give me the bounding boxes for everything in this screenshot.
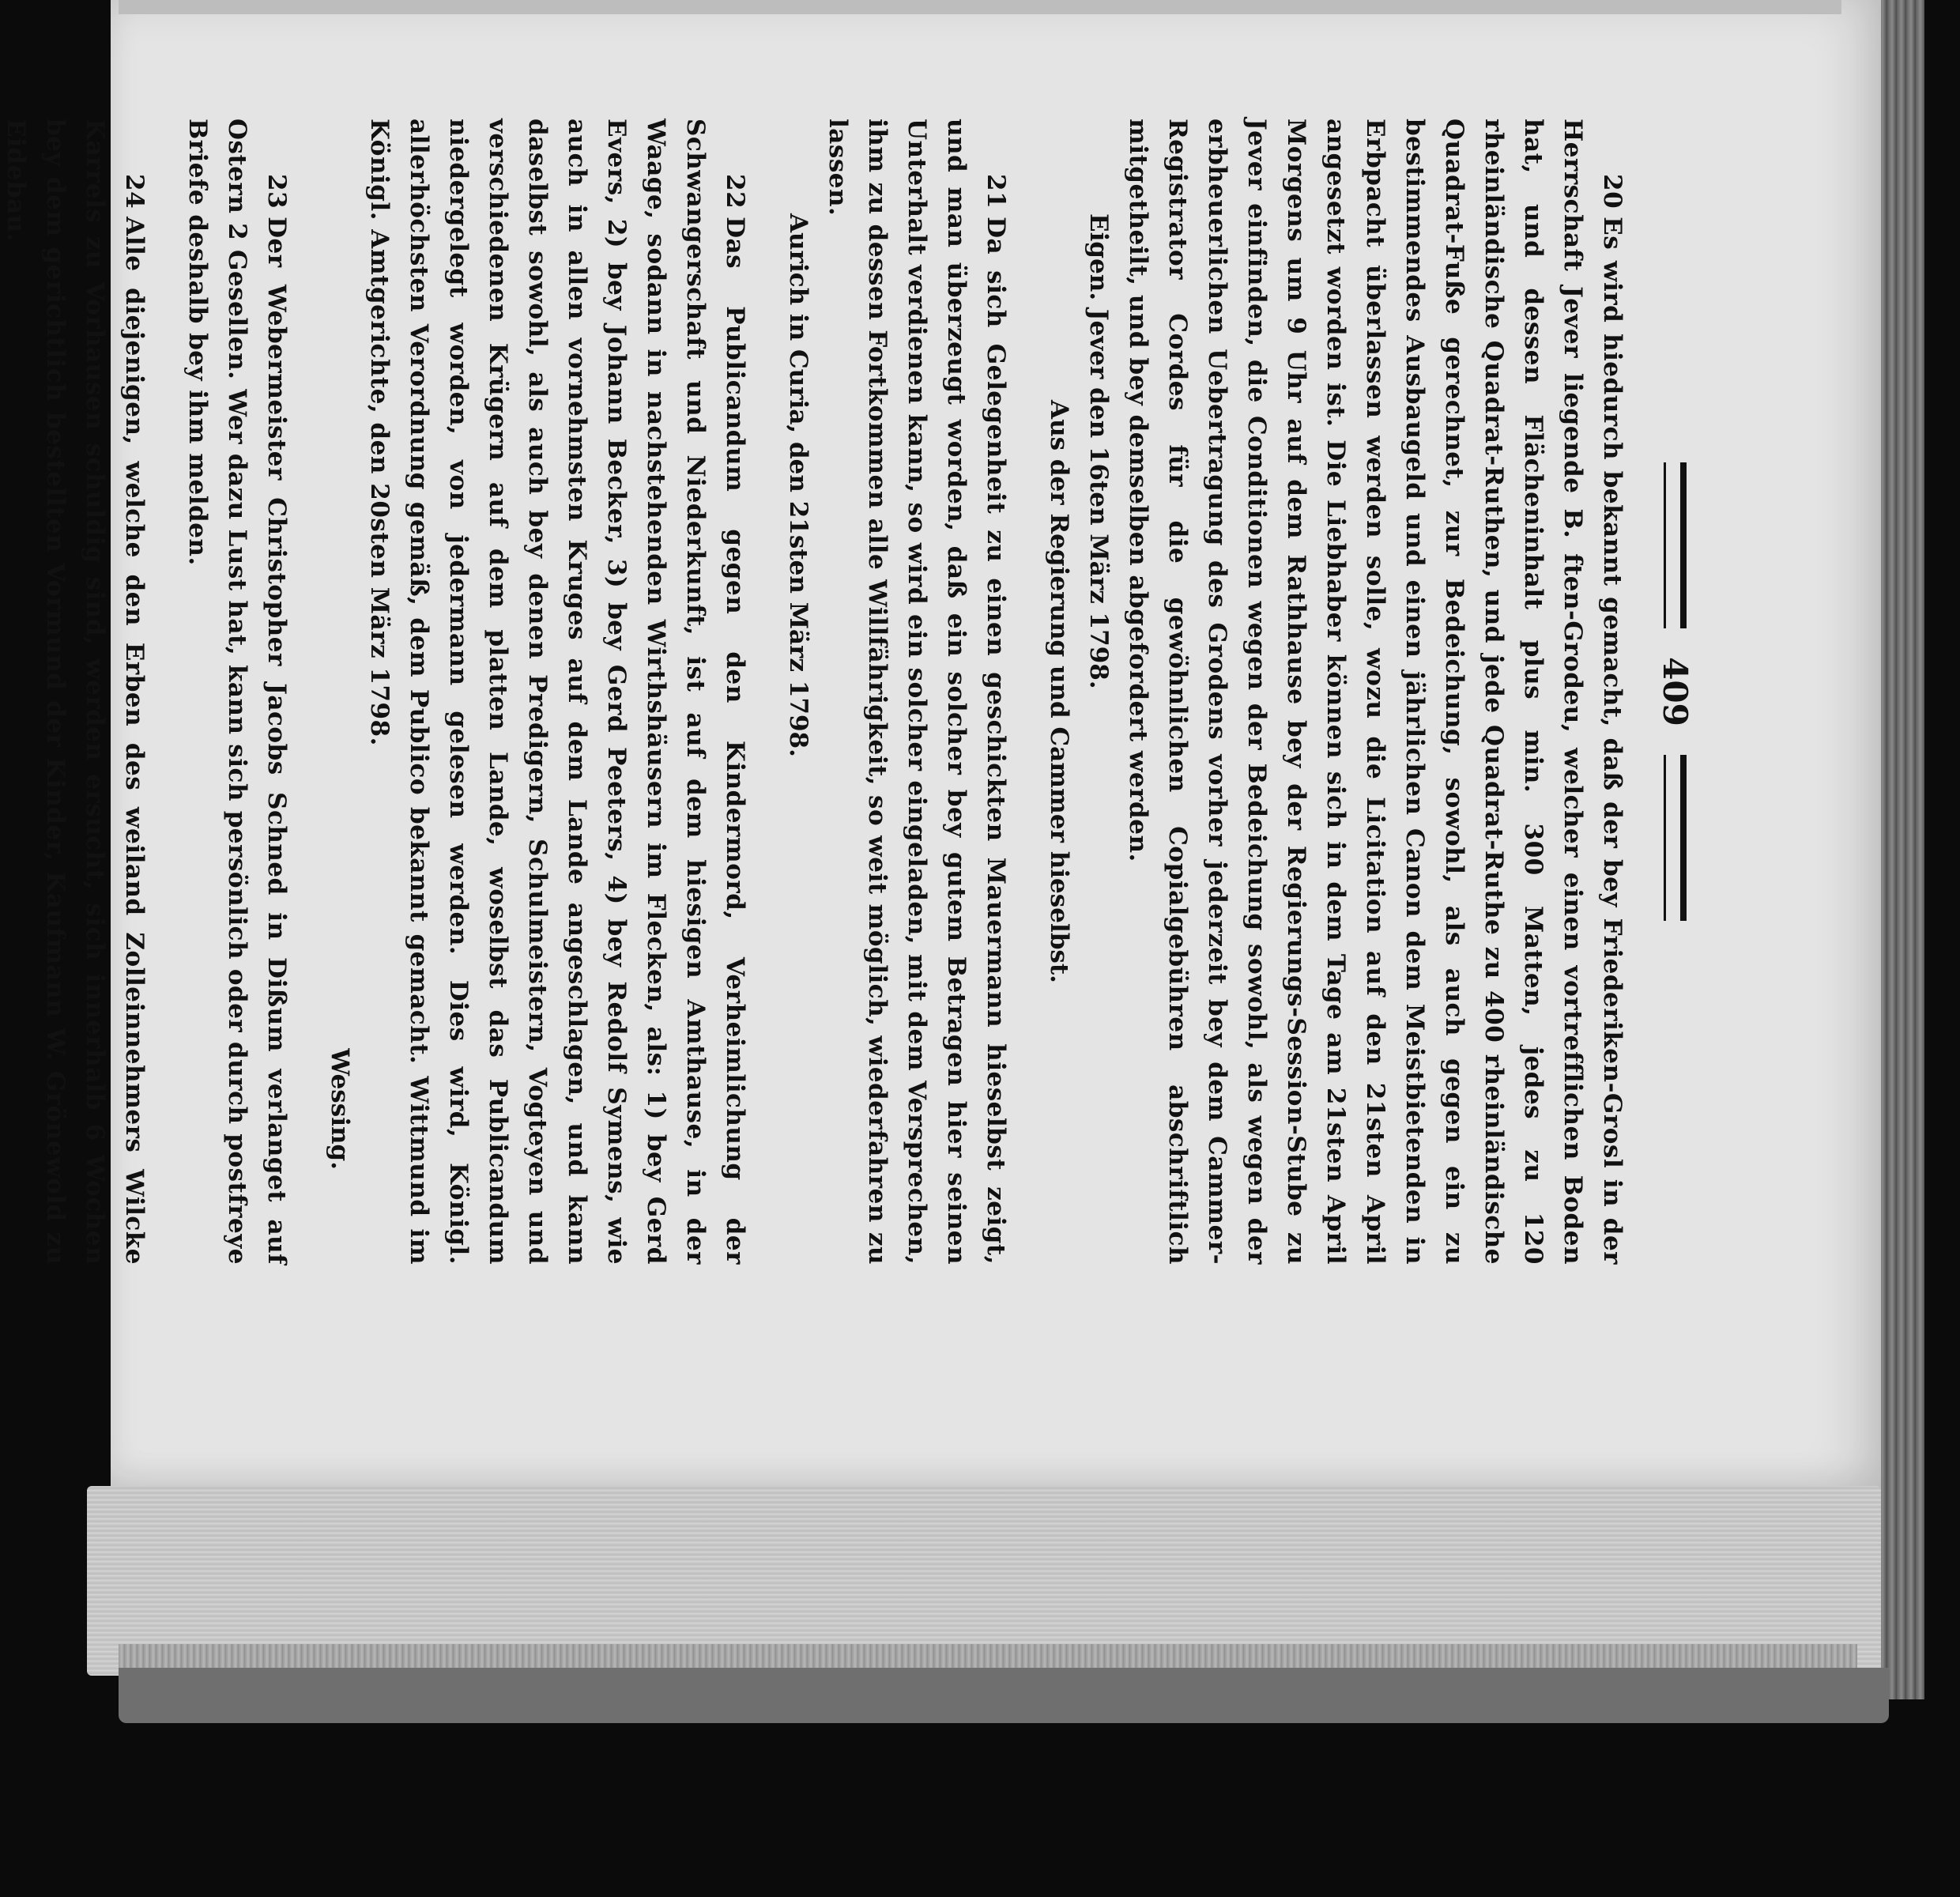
entry-21 [778,119,1016,1265]
page-top-edge [119,0,1841,14]
book-cover [119,1668,1889,1723]
entry-text: Alle diejenigen, welche den Erben des weiland Zolleinnehmers Wilcke Karrels zu Vorhausen schuldig sind, werden ersucht, sich innerhalb 6 Wochen bey dem gerichtlich bestellten Vormund der Kinder, Kaufmann W. Grönewold zu Eidebau. [2,119,149,1265]
entry-text: Das Publicandum gegen den Kindermord, Verheimlichung der Schwangerschaft und Niederkunft, ist auf dem hiesigen Amthause, in der Waage, sodann in nachstehenden Wirthshäusern im Flecken, als: 1) bey Gerd Evers, 2) bey Johann Becker, 3) bey Gerd Peeters, 4) bey Redolf Symens, wie auch in allen vornehmsten Kruges auf dem Lande angeschlagen, und kann daselbst sowohl, als auch bey denen Predigern, Schulmeistern, Vogteyen und verschiedenen Krügern auf dem platten Lande, woselbst das Publicandum niedergelegt worden, von jedermann gelesen werden. Dies wird, Königl. allerhöchsten Verordnung gemäß, dem Publico bekannt gemacht. Wittmund im Königl. Amtgerichte, den 20sten März 1798. [365,119,749,1265]
entry-signature: Aus der Regierung und Cammer hieselbst. [1045,400,1073,983]
page-number: 409 [1656,657,1695,726]
entry-22 [320,119,755,1265]
entry-date: Aurich in Curia, den 21sten März 1798. [784,213,812,757]
header-rule-right [1664,755,1687,921]
entry-number: 24 [120,174,149,209]
entry-number: 23 [262,174,291,209]
header-rule-left [1664,462,1687,628]
entry-text: Da sich Gelegenheit zu einen geschickten Mauermann hieselbst zeigt, und man überzeugt worden, daß ein solcher bey gutem Betragen hier seinen Unterhalt verdienen kann, so wird ein solcher eingeladen, mit dem Versprechen, ihm zu dessen Fortkommen alle Willfährigkeit, so weit möglich, wiederfahren zu lassen. [824,119,1010,1265]
entry-number: 20 [1598,174,1626,209]
page-header [1632,119,1719,1265]
entry-number: 21 [982,174,1010,209]
entry-text: Der Webermeister Christopher Jacobs Schned in Dißum verlanget auf Ostern 2 Gesellen. Wer dazu Lust hat, kann sich persönlich oder durch postfreye Briefe deshalb bey ihm melden. [183,119,291,1265]
entry-text: Es wird hiedurch bekannt gemacht, daß der bey Friederiken-Grosl in der Herrschaft Jever liegende B. ften-Grodeu, welcher einen vortrefflichen Boden hat, und dessen Flächeninhalt plus min. 300 Matten, jedes zu 120 rheinländische Quadrat-Ruthen, und jede Quadrat-Ruthe zu 400 rheinländische Quadrat-Fuße gerechnet, zur Bedeichung, sowohl, als auch gegen ein zu bestimmendes Ausbaugeld und einen jährlichen Canon dem Meistbietenden in Erbpacht überlassen werden solle, wozu die Licitation auf den 21sten April angesetzt worden ist. Die Liebhaber können sich in dem Tage am 21sten April Morgens um 9 Uhr auf dem Rathhause bey der Regierungs-Session-Stube zu Jever einfinden, die Conditionen wegen der Bedeichung sowohl, als wegen der erbheuerlichen Uebertragung des Grodens vorher jederzeit bey dem Cammer-Registrator Cordes für die gewöhnlichen Copialgebühren abschriftlich mitgetheilt, und bey demselben abgefordert werden. [1124,119,1626,1265]
entry-23 [178,119,296,1265]
page-text [2,119,1719,1265]
entry-number: 22 [721,174,749,209]
entry-date: Eigen. Jever den 16ten März 1798. [1084,213,1113,689]
entry-signature: Wessing. [326,1048,354,1170]
entry-20 [1039,119,1632,1265]
entry-24 [0,119,154,1265]
